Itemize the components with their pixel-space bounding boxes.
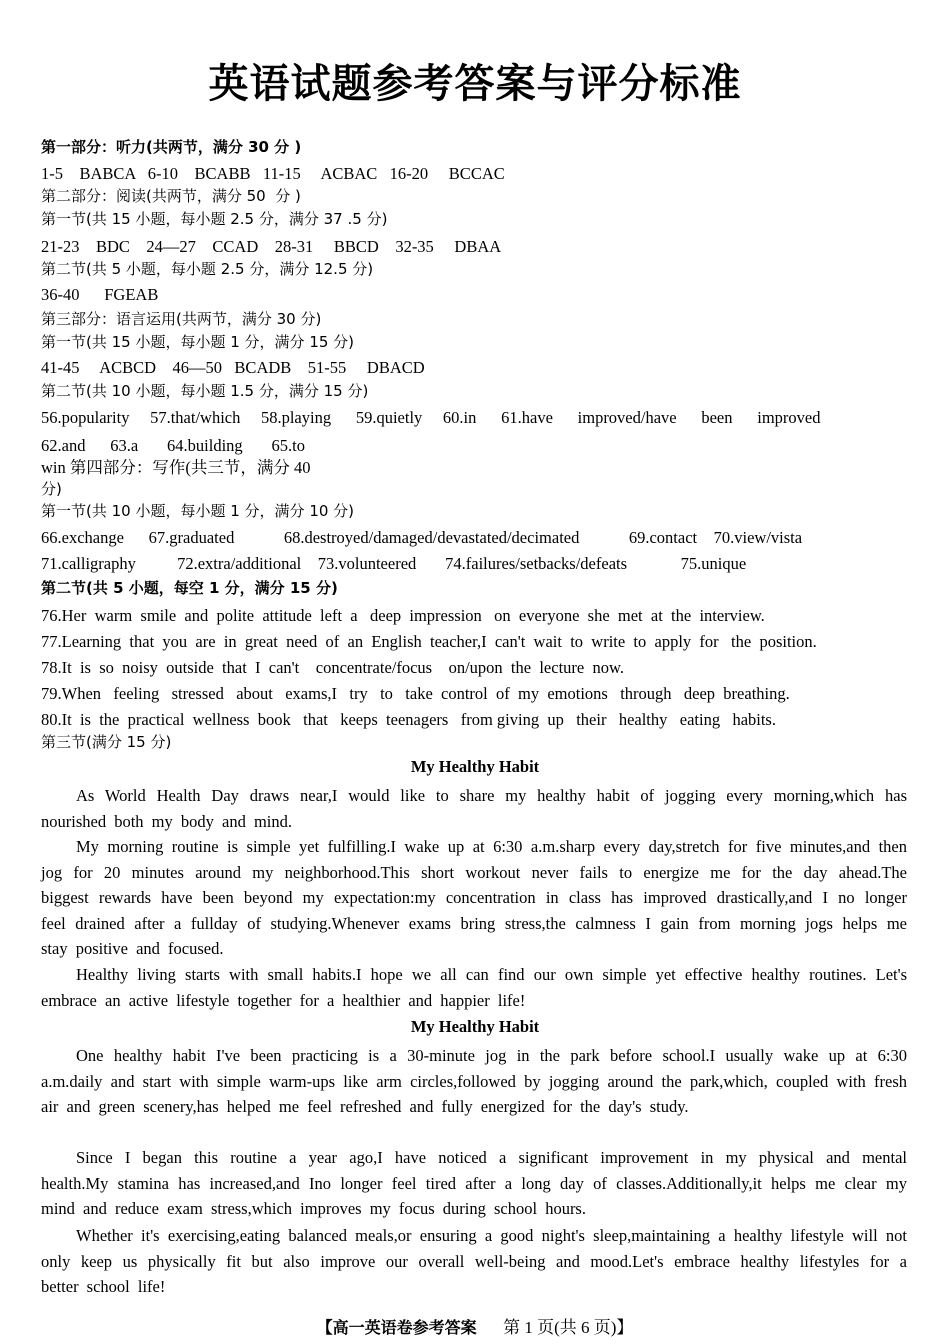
answer-line: 36-40 FGEAB xyxy=(41,285,159,304)
subsection-heading: 第二节(共 5 小题，每小题 2.5 分，满分 12.5 分) xyxy=(41,260,374,278)
page-footer xyxy=(0,1313,950,1338)
footer-label: 【高一英语卷参考答案 xyxy=(316,1318,477,1337)
sentence-answer: 77.Learning that you are in great need of an English teacher,I can't wait to write to apply for the position. xyxy=(41,632,817,651)
subsection-heading: 第二节(共 10 小题，每小题 1.5 分，满分 15 分) xyxy=(41,382,369,400)
essay-title: My Healthy Habit xyxy=(410,1017,540,1036)
answer-line: 1-5 BABCA 6-10 BCABB 11-15 ACBAC 16-20 BCCAC xyxy=(41,164,505,183)
sentence-answer: 79.When feeling stressed about exams,I try to take control of my emotions through deep breathing. xyxy=(41,684,790,703)
page-title: 英语试题参考答案与评分标准 xyxy=(208,60,742,107)
essay-paragraph: My morning routine is simple yet fulfilling.I wake up at 6:30 a.m.sharp every day,stretch for five minutes,and then jog for 20 minutes around my neighborhood.This short workout never fails to energize me for the day ahead.The biggest rewards have been beyond my expectation:my concentration in class has improved drastically,and I no longer feel drained after a fullday of studying.Whenever exams bring stress,the calmness I gain from morning jogs helps me stay positive and focused. xyxy=(41,837,907,958)
answer-line: 21-23 BDC 24—27 CCAD 28-31 BBCD 32-35 DBAA xyxy=(41,237,502,256)
subsection-heading: 第三节(满分 15 分) xyxy=(41,733,172,751)
essay-paragraph: As World Health Day draws near,I would like to share my healthy habit of jogging every morning,which has nourished both my body and mind. xyxy=(41,786,907,831)
essay-paragraph: Healthy living starts with small habits.I hope we all can find our own simple yet effective healthy routines. Let's embrace an active lifestyle together for a healthier and happier life! xyxy=(41,965,907,1010)
answer-line: 66.exchange 67.graduated 68.destroyed/damaged/devastated/decimated 69.contact 70.view/vista xyxy=(41,528,803,547)
essay-title: My Healthy Habit xyxy=(410,757,540,776)
answer-line: 41-45 ACBCD 46—50 BCADB 51-55 DBACD xyxy=(41,358,425,377)
section-heading: 第二部分：阅读(共两节，满分 50 分 ) xyxy=(41,187,301,205)
subsection-heading: 第一节(共 10 小题，每小题 1 分，满分 10 分) xyxy=(41,502,355,520)
subsection-heading: 第一节(共 15 小题，每小题 1 分，满分 15 分) xyxy=(41,333,355,351)
answer-line: 71.calligraphy 72.extra/additional 73.volunteered 74.failures/setbacks/defeats 75.unique xyxy=(41,554,747,573)
answer-line: 56.popularity 57.that/which 58.playing 59.quietly 60.in 61.have improved/have been improved xyxy=(41,408,821,427)
footer-page-number: 第 1 页(共 6 页)】 xyxy=(503,1318,634,1337)
section-heading: win 第四部分：写作(共三节，满分 40 xyxy=(41,458,311,477)
section-heading: 第三部分：语言运用(共两节，满分 30 分) xyxy=(41,310,322,328)
sentence-answer: 78.It is so noisy outside that I can't concentrate/focus on/upon the lecture now. xyxy=(41,658,624,677)
essay-paragraph: One healthy habit I've been practicing is a 30-minute jog in the park before school.I usually wake up at 6:30 a.m.daily and start with simple warm-ups like arm circles,followed by jogging around the park,which, coupled with fresh air and green scenery,has helped me feel refreshed and fully energized for the day's study. xyxy=(41,1046,907,1116)
section-heading-continued: 分) xyxy=(41,480,62,498)
essay-paragraph: Whether it's exercising,eating balanced meals,or ensuring a good night's sleep,maintaining a healthy lifestyle will not only keep us physically fit but also improve our overall well-being and mood.Let's embrace healthy lifestyles for a better school life! xyxy=(41,1226,907,1296)
section-heading: 第一部分：听力(共两节，满分 30 分 ) xyxy=(41,138,302,156)
answer-line: 62.and 63.a 64.building 65.to xyxy=(41,436,305,455)
subsection-heading: 第二节(共 5 小题，每空 1 分，满分 15 分) xyxy=(41,579,338,597)
essay-paragraph: Since I began this routine a year ago,I have noticed a significant improvement in my physical and mental health.My stamina has increased,and Ino longer feel tired after a long day of classes.Additionally,it helps me clear my mind and reduce exam stress,which improves my focus during school hours. xyxy=(41,1148,907,1218)
sentence-answer: 76.Her warm smile and polite attitude left a deep impression on everyone she met at the interview. xyxy=(41,606,765,625)
subsection-heading: 第一节(共 15 小题，每小题 2.5 分，满分 37 .5 分) xyxy=(41,210,388,228)
sentence-answer: 80.It is the practical wellness book that keeps teenagers from giving up their healthy eating habits. xyxy=(41,710,776,729)
